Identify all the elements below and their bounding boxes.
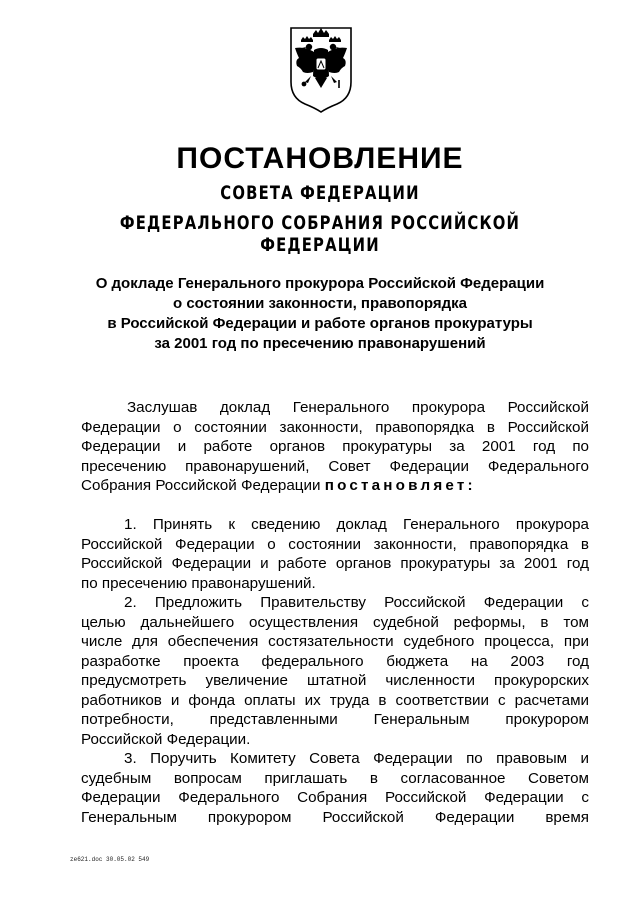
paragraph-line: Заслушав доклад Генерального прокурора Российской <box>127 399 589 416</box>
item-line: потребности, представленными Генеральным прокурором <box>81 711 589 728</box>
item-line: разработке проекта федерального бюджета на 2003 год <box>81 652 589 670</box>
item-line: Российской Федерации и работе органов прокуратуры за 2001 год <box>81 555 589 572</box>
subject-line: О докладе Генерального прокурора Российской Федерации <box>95 275 545 292</box>
paragraph-line: Федерации и работе органов прокуратуры за 2001 год по <box>81 438 589 455</box>
subject-line: о состоянии законности, правопорядка <box>173 295 467 312</box>
item-line: Российской Федерации. <box>81 730 251 748</box>
item-line: предусмотреть увеличение штатной численности прокурорских <box>81 672 589 689</box>
resolution-items <box>81 515 589 827</box>
resolution-item-1 <box>81 515 589 593</box>
item-line: 2. Предложить Правительству Российской Федерации с <box>124 594 589 611</box>
resolution-item-3 <box>81 749 589 827</box>
subject-line: в Российской Федерации и работе органов прокуратуры <box>107 315 533 332</box>
resolves-keyword: постановляет: <box>324 477 476 494</box>
item-line: по пресечению правонарушений. <box>81 574 316 592</box>
preamble-paragraph <box>81 398 589 496</box>
paragraph-text: Собрания Российской Федерации <box>81 477 321 494</box>
item-line: судебным вопросам приглашать в согласованное Советом <box>81 769 589 787</box>
item-line: работников и фонда оплаты их труда в соответствии с расчетами <box>81 691 589 709</box>
paragraph-line: Федерации о состоянии законности, правопорядка в Российской <box>81 418 589 436</box>
russian-coat-of-arms-icon <box>287 24 355 114</box>
item-line: Генеральным прокурором Российской Федерации время <box>81 808 589 826</box>
subject-line: за 2001 год по пресечению правонарушений <box>154 335 486 352</box>
item-line: целью дальнейшего осуществления судебной реформы, в том <box>81 613 589 631</box>
item-line: 1. Принять к сведению доклад Генерального прокурора <box>124 516 589 533</box>
issuer-line-2: ФЕДЕРАЛЬНОГО СОБРАНИЯ РОССИЙСКОЙ ФЕДЕРАЦИИ <box>119 212 521 256</box>
item-line: Федерации Федерального Собрания Российской Федерации с <box>81 789 589 806</box>
file-reference: ze621.doc 30.05.02 549 <box>70 856 150 863</box>
item-line: числе для обеспечения состязательности судебного процесса, при <box>81 633 589 650</box>
paragraph-line <box>81 476 589 496</box>
document-type-title: ПОСТАНОВЛЕНИЕ <box>176 142 464 175</box>
item-line: Российской Федерации о состоянии законности, правопорядка в <box>81 535 589 553</box>
paragraph-line: пресечению правонарушений, Совет Федерации Федерального <box>81 457 589 475</box>
resolution-item-2 <box>81 593 589 749</box>
item-line: 3. Поручить Комитету Совета Федерации по правовым и <box>124 750 589 767</box>
document-subject <box>60 274 580 354</box>
issuer-line-1: СОВЕТА ФЕДЕРАЦИИ <box>220 182 420 204</box>
